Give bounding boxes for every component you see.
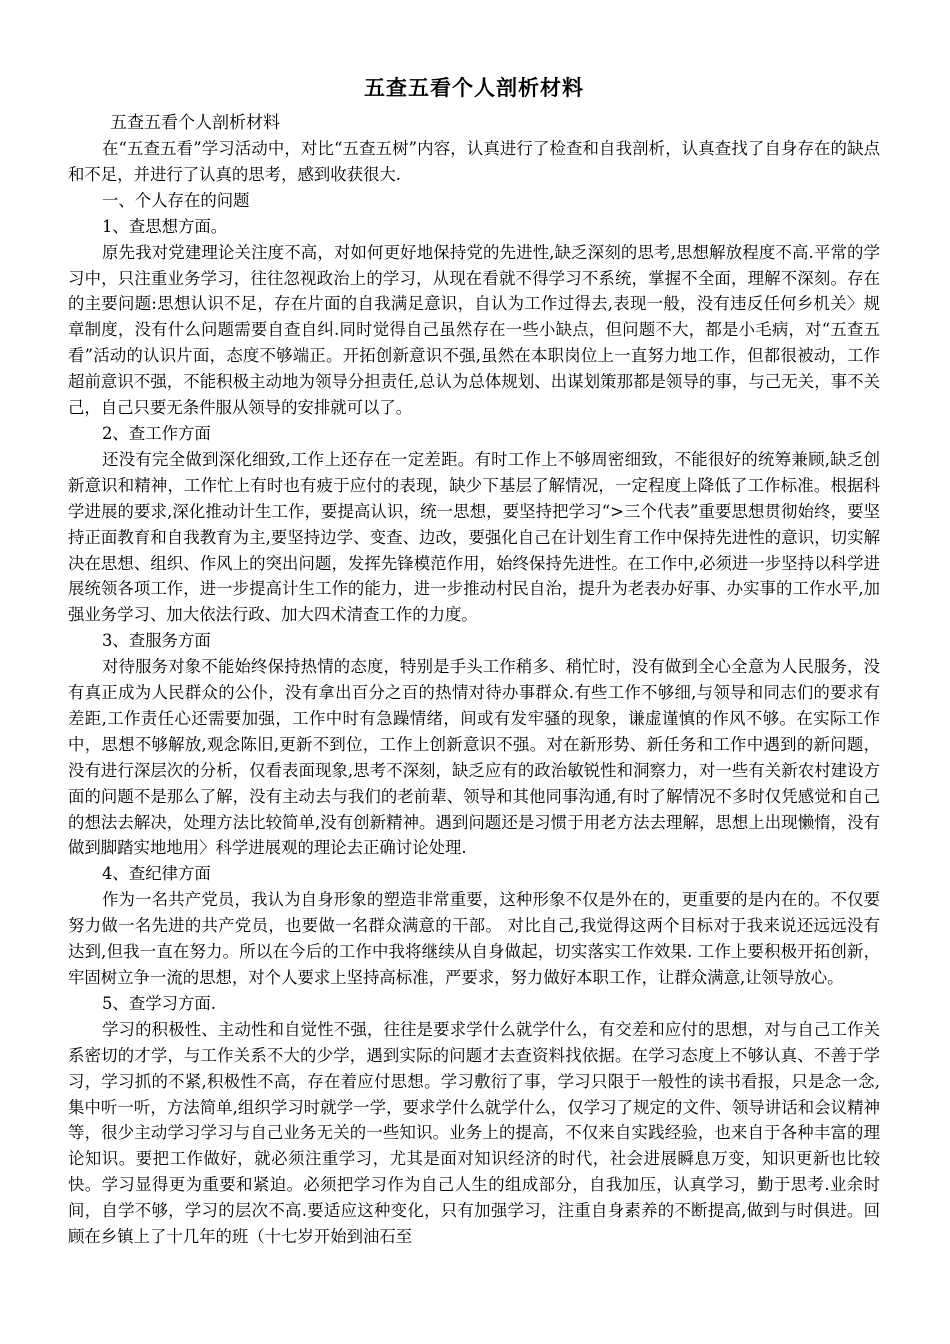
item-paragraph-study: 学习的积极性、主动性和自觉性不强，往往是要求学什么就学什么，有交差和应付的思想，对与自己工作关系密切的才学，与工作关系不大的少学，遇到实际的问题才去查资料找依据。在学习态度上不够认真、不善于学习，学习抓的不紧,积极性不高，存在着应付思想。学习敷衍了事，学习只限于一般性的读书看报，只是念一念,集中听一听，方法简单,组织学习时就学一学，要求学什么就学什么，仅学习了规定的文件、领导讲话和会议精神等，很少主动学习学习与自己业务无关的一些知识。业务上的提高，不仅来自实践经验，也来自于各种丰富的理论知识。要把工作做好，就必须注重学习，尤其是面对知识经济的时代，社会进展瞬息万变，知识更新也比较快。学习显得更为重要和紧迫。必须把学习作为自己人生的组成部分，自我加压，认真学习，勤于思考.业余时间，自学不够，学习的层次不高.要适应这种变化，只有加强学习，注重自身素养的不断提高,做到与时俱进。回顾在乡镇上了十几年的班（十七岁开始到油石至 [68,1019,880,1247]
item-paragraph-thought: 原先我对党建理论关注度不高，对如何更好地保持党的先进性,缺乏深刻的思考,思想解放程度不高.平常的学习中，只注重业务学习，往往忽视政治上的学习，从现在看就不得学习不系统，掌握不全面，理解不深刻。存在的主要问题:思想认识不足，存在片面的自我满足意识，自认为工作过得去,表现一般，没有违反任何乡机关〉规章制度，没有什么问题需要自查自纠.同时觉得自己虽然存在一些小缺点，但问题不大，都是小毛病，对“五查五看”活动的认识片面，态度不够端正。开拓创新意识不强,虽然在本职岗位上一直努力地工作，但都很被动，工作超前意识不强，不能积极主动地为领导分担责任,总认为总体规划、出谋划策那都是领导的事，与己无关，事不关己，自己只要无条件服从领导的安排就可以了。 [68,242,880,418]
item-heading-study: 5、查学习方面. [102,993,216,1013]
item-heading-service: 3、查服务方面 [102,631,211,651]
document-title: 五查五看个人剖析材料 [364,75,584,100]
item-paragraph-service: 对待服务对象不能始终保持热情的态度，特别是手头工作稍多、稍忙时，没有做到全心全意为人民服务，没有真正成为人民群众的公仆，没有拿出百分之百的热情对待办事群众.有些工作不够细,与领导和同志们的要求有差距,工作责任心还需要加强，工作中时有急躁情绪，间或有发牢骚的现象，谦虚谨慎的作风不够。在实际工作中，思想不够解放,观念陈旧,更新不到位，工作上创新意识不强。对在新形势、新任务和工作中遇到的新问题，没有进行深层次的分析，仅看表面现象,思考不深刻，缺乏应有的政治敏锐性和洞察力，对一些有关新农村建设方面的问题不是那么了解，没有主动去与我们的老前辈、领导和其他同事沟通,有时了解情况不多时仅凭感觉和自己的想法去解决，处理方法比较简单,没有创新精神。遇到问题还是习惯于用老方法去理解，思想上出现懒惰，没有做到脚踏实地地用〉科学进展观的理论去正确讨论处理. [68,657,880,858]
item-heading-discipline: 4、查纪律方面 [102,864,211,884]
item-heading-work: 2、查工作方面 [102,423,211,443]
document-page [68,68,880,1250]
item-heading-thought: 1、查思想方面。 [102,216,228,236]
section-heading-problems: 一、个人存在的问题 [102,190,250,210]
item-paragraph-discipline: 作为一名共产党员，我认为自身形象的塑造非常重要，这种形象不仅是外在的，更重要的是内在的。不仅要努力做一名先进的共产党员，也要做一名群众满意的干部。 对比自己,我觉得这两个目标对于我来说还远远没有达到,但我一直在努力。所以在今后的工作中我将继续从自身做起，切实落实工作效果. 工作上要积极开拓创新，牢固树立争一流的思想，对个人要求上坚持高标准，严要求，努力做好本职工作，让群众满意,让领导放心。 [68,890,880,987]
document-subtitle: 五查五看个人剖析材料 [110,113,280,133]
intro-paragraph: 在“五查五看”学习活动中，对比“五查五树”内容，认真进行了检查和自我剖析，认真查找了自身存在的缺点和不足，并进行了认真的思考，感到收获很大. [68,139,880,184]
item-paragraph-work: 还没有完全做到深化细致,工作上还存在一定差距。有时工作上不够周密细致，不能很好的统筹兼顾,缺乏创新意识和精神，工作忙上有时也有疲于应付的表现，缺少下基层了解情况，一定程度上降低了工作标准。根据科学进展的要求,深化推动计生工作，要提高认识，统一思想，要坚持把学习“>三个代表”重要思想贯彻始终，要坚持正面教育和自我教育为主,要坚持边学、变查、边改，要强化自己在计划生育工作中保持先进性的意识，切实解决在思想、组织、作风上的突出问题，发挥先锋模范作用，始终保持先进性。在工作中,必须进一步坚持以科学进展统领各项工作，进一步提高计生工作的能力，进一步推动村民自治，提升为老表办好事、办实事的工作水平,加强业务学习、加大依法行政、加大四术清查工作的力度。 [68,449,880,625]
